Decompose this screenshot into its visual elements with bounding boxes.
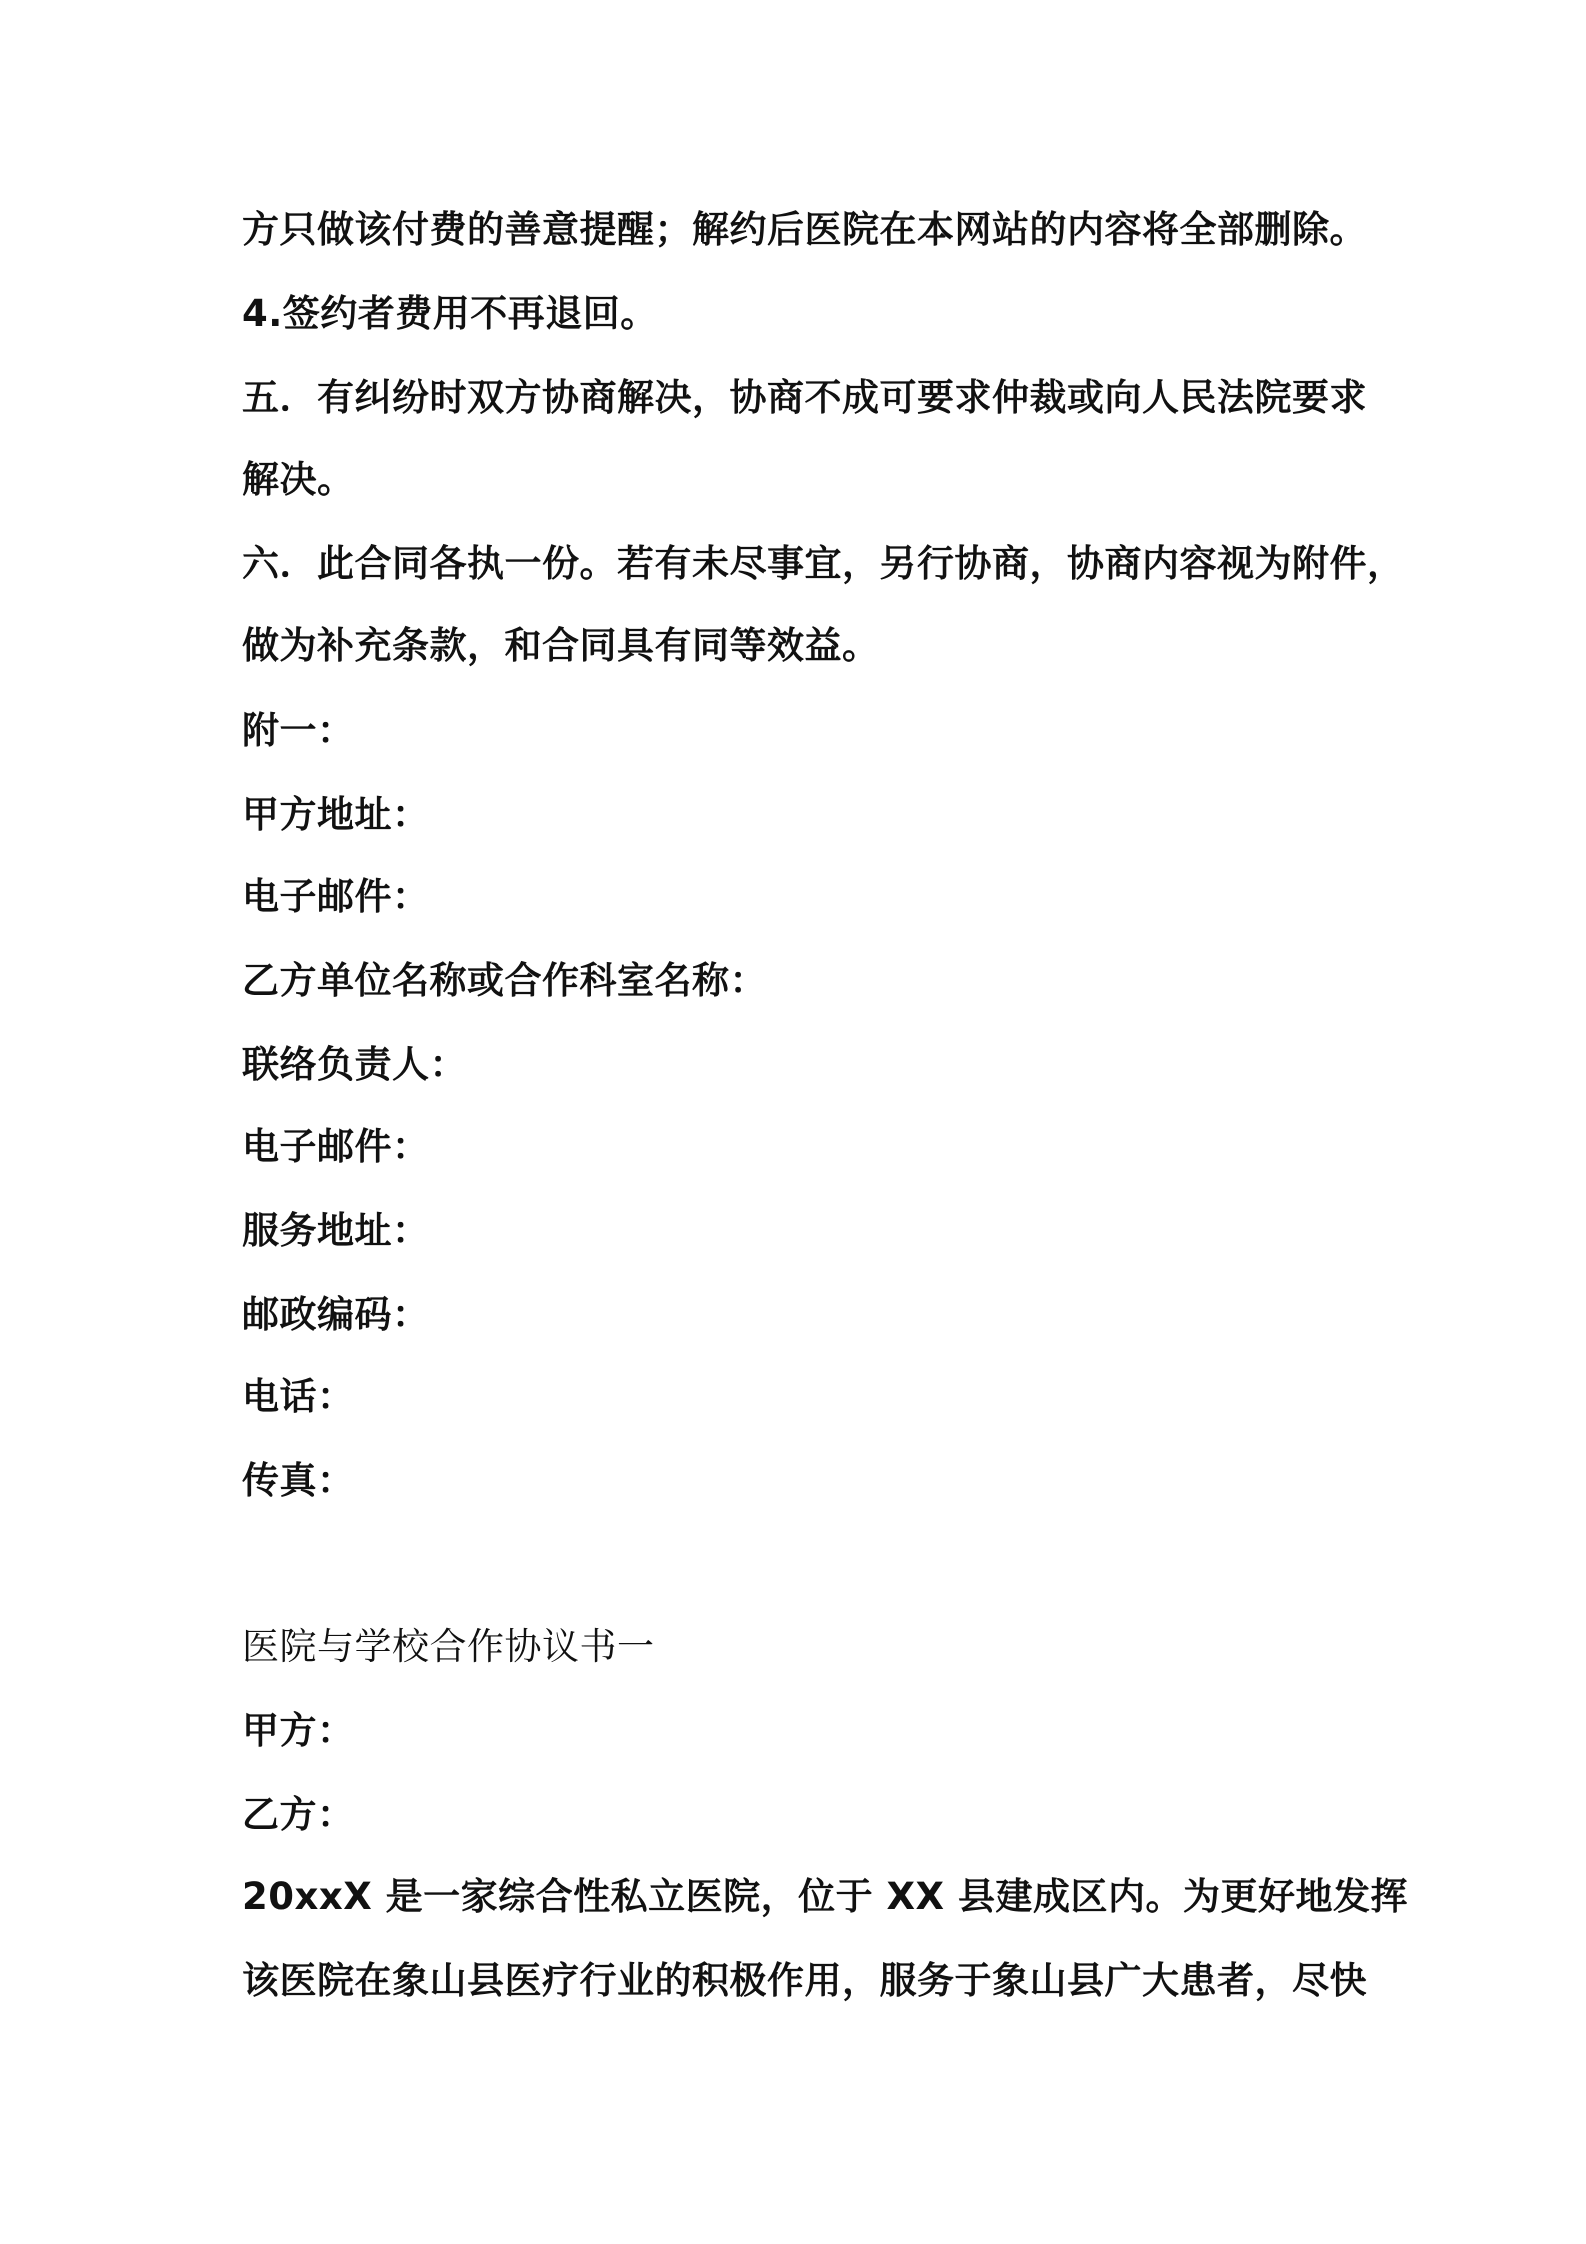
- document-title: 医院与学校合作协议书一: [242, 1625, 655, 1668]
- party-b-unit-label: 乙方单位名称或合作科室名称：: [242, 959, 767, 1002]
- party-a-address-label: 甲方地址：: [242, 793, 430, 836]
- clause-5-line-1: 五．有纠纷时双方协商解决，协商不成可要求仲裁或向人民法院要求: [242, 376, 1367, 419]
- contact-person-label: 联络负责人：: [242, 1043, 467, 1086]
- body-text-line: 方只做该付费的善意提醒；解约后医院在本网站的内容将全部删除。: [242, 208, 1367, 251]
- clause-5-line-2: 解决。: [242, 458, 355, 501]
- intro-paragraph-line-2: 该医院在象山县医疗行业的积极作用，服务于象山县广大患者，尽快: [242, 1959, 1367, 2002]
- party-b-label: 乙方：: [242, 1793, 355, 1836]
- party-a-email-label: 电子邮件：: [242, 875, 430, 918]
- party-b-email-label: 电子邮件：: [242, 1125, 430, 1168]
- clause-6-line-1: 六．此合同各执一份。若有未尽事宜，另行协商，协商内容视为附件，: [242, 542, 1405, 585]
- postal-code-label: 邮政编码：: [242, 1293, 430, 1336]
- phone-label: 电话：: [242, 1375, 355, 1418]
- service-address-label: 服务地址：: [242, 1209, 430, 1252]
- fax-label: 传真：: [242, 1459, 355, 1502]
- party-a-label: 甲方：: [242, 1709, 355, 1752]
- clause-6-line-2: 做为补充条款，和合同具有同等效益。: [242, 624, 880, 667]
- list-item-4: 4.签约者费用不再退回。: [242, 292, 658, 335]
- intro-paragraph-line-1: 20xxX 是一家综合性私立医院，位于 XX 县建成区内。为更好地发挥: [242, 1875, 1408, 1918]
- appendix-heading: 附一：: [242, 709, 355, 752]
